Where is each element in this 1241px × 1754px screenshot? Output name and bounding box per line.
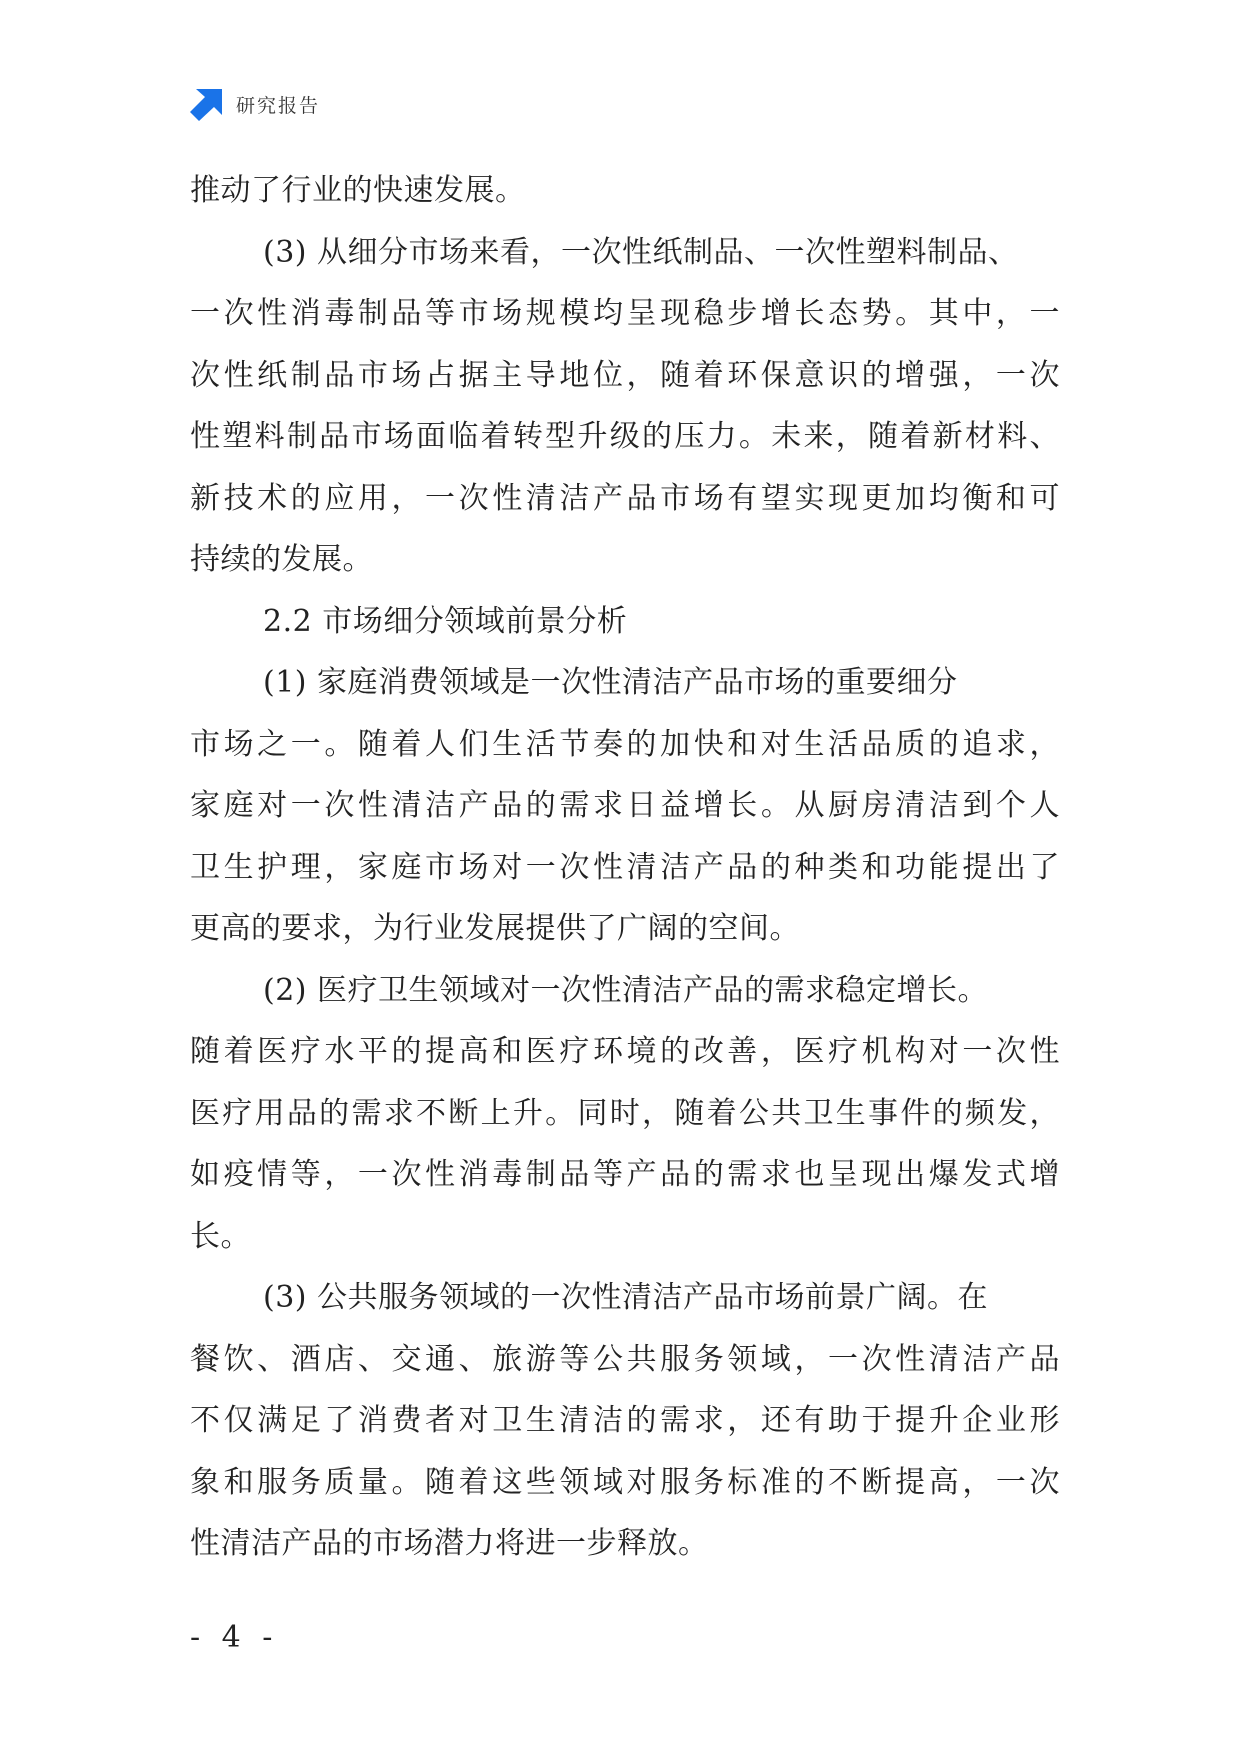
page-number: - 4 -: [190, 1620, 279, 1655]
text-line: (1) 家庭消费领域是一次性清洁产品市场的重要细分: [263, 665, 958, 700]
text-line: 随着医疗水平的提高和医疗环境的改善，医疗机构对一次性: [190, 1034, 1060, 1069]
text-line: 餐饮、酒店、交通、旅游等公共服务领域，一次性清洁产品: [190, 1341, 1060, 1377]
section-heading: 2.2 市场细分领域前景分析: [263, 603, 628, 639]
text-line: 卫生护理，家庭市场对一次性清洁产品的种类和功能提出了: [190, 849, 1060, 885]
text-line: 不仅满足了消费者对卫生清洁的需求，还有助于提升企业形: [190, 1403, 1060, 1438]
text-line: 长。: [190, 1218, 251, 1254]
text-line: 新技术的应用，一次性清洁产品市场有望实现更加均衡和可: [190, 480, 1060, 516]
document-body: [190, 160, 1060, 1575]
header-title: 研究报告: [236, 94, 321, 117]
text-line: 性塑料制品市场面临着转型升级的压力。未来，随着新材料、: [190, 419, 1060, 454]
text-line: 持续的发展。: [190, 542, 373, 577]
text-line: 一次性消毒制品等市场规模均呈现稳步增长态势。其中，一: [190, 296, 1060, 331]
text-line: 家庭对一次性清洁产品的需求日益增长。从厨房清洁到个人: [190, 788, 1060, 823]
text-line: (3) 从细分市场来看，一次性纸制品、一次性塑料制品、: [263, 234, 1019, 270]
text-line: 次性纸制品市场占据主导地位，随着环保意识的增强，一次: [190, 357, 1060, 393]
arrow-up-right-icon: [190, 87, 224, 121]
text-line: (3) 公共服务领域的一次性清洁产品市场前景广阔。在: [263, 1280, 989, 1315]
text-line: 推动了行业的快速发展。: [190, 173, 526, 208]
text-line: 如疫情等，一次性消毒制品等产品的需求也呈现出爆发式增: [190, 1157, 1060, 1192]
report-header: [190, 86, 320, 122]
text-line: (2) 医疗卫生领域对一次性清洁产品的需求稳定增长。: [263, 972, 989, 1008]
text-line: 性清洁产品的市场潜力将进一步释放。: [190, 1526, 709, 1561]
text-line: 象和服务质量。随着这些领域对服务标准的不断提高，一次: [190, 1464, 1060, 1500]
text-line: 医疗用品的需求不断上升。同时，随着公共卫生事件的频发，: [190, 1095, 1060, 1131]
text-line: 更高的要求，为行业发展提供了广阔的空间。: [190, 911, 800, 946]
text-line: 市场之一。随着人们生活节奏的加快和对生活品质的追求，: [190, 726, 1060, 762]
